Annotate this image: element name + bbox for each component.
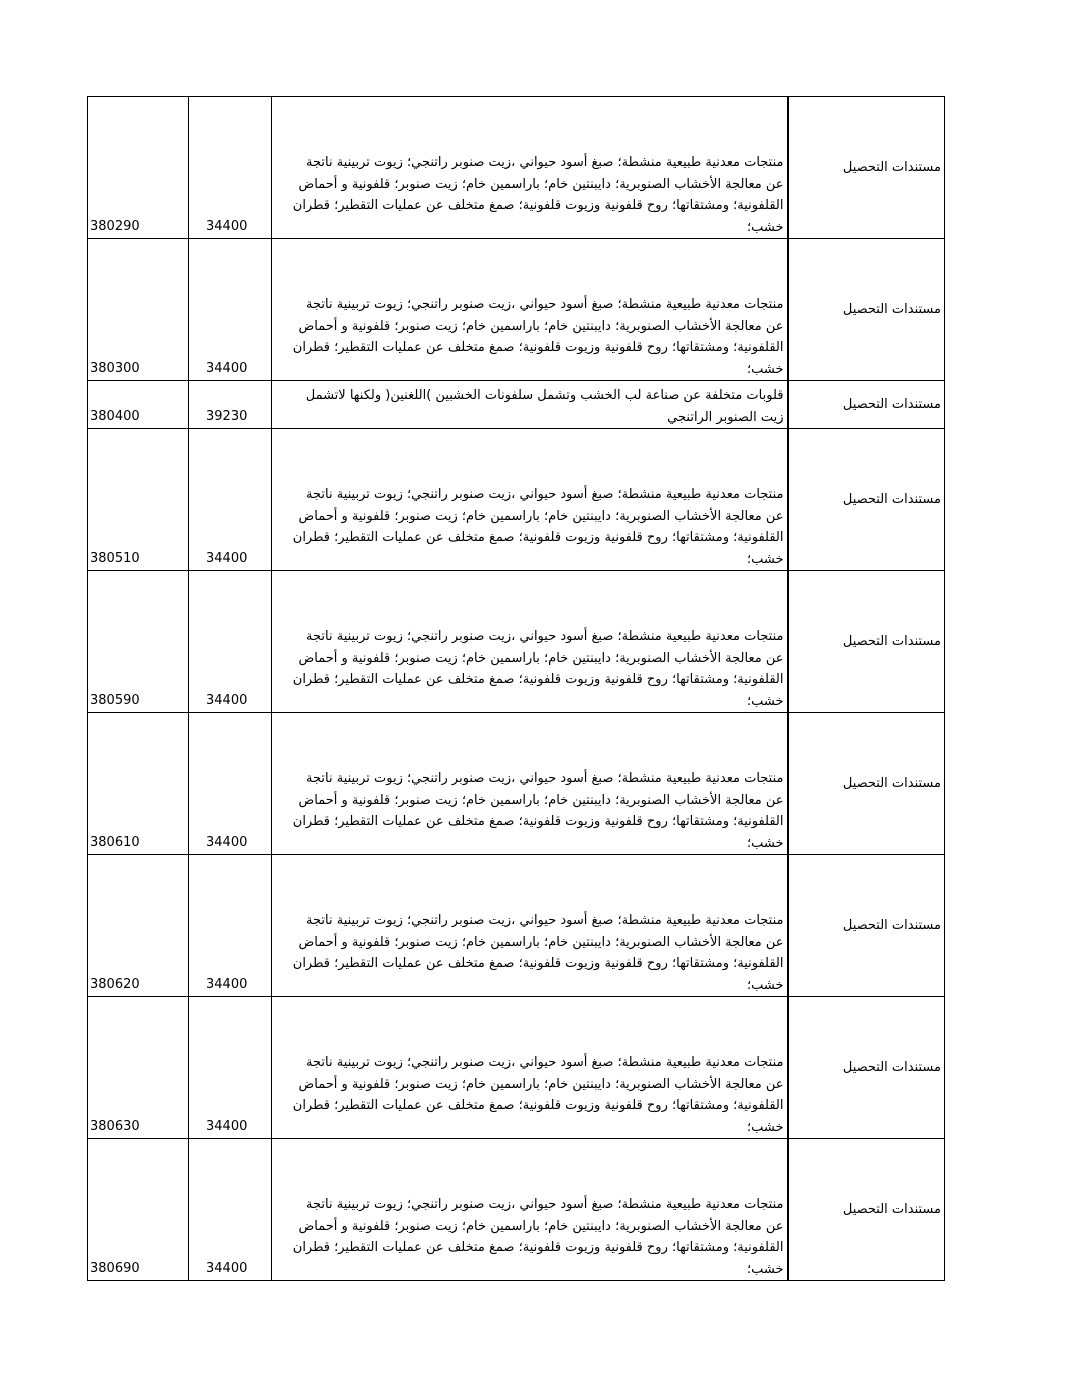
reference-number-cell: 34400 (189, 855, 272, 997)
tariff-table (87, 96, 945, 1281)
reference-number-cell: 39230 (189, 381, 272, 429)
hs-code-cell: 380590 (88, 571, 189, 713)
description-cell: منتجات معدنية طبيعية منشطة؛ صبغ أسود حيواني ،زيت صنوبر راتنجي؛ زيوت تربينية ناتجة عن معالجة الأخشاب الصنوبرية؛ دايبنتين خام؛ باراسمين خام؛ زيت صنوبر؛ قلفونية و أحماض القلفونية؛ ومشتقاتها؛ روح قلفونية وزيوت قلفونية؛ صمغ متخلف عن عمليات التقطير؛ قطران خشب؛ (272, 855, 788, 997)
category-cell: مستندات التحصيل (788, 713, 945, 855)
reference-number-cell: 34400 (189, 429, 272, 571)
hs-code-cell: 380610 (88, 713, 189, 855)
category-cell: مستندات التحصيل (788, 571, 945, 713)
description-cell: قلوبات متخلفة عن صناعة لب الخشب وتشمل سلفونات الخشبين )اللغنين( ولكنها لاتشمل زيت الصنوبر الراتنجي (272, 381, 788, 429)
category-cell: مستندات التحصيل (788, 97, 945, 239)
category-cell: مستندات التحصيل (788, 997, 945, 1139)
hs-code-cell: 380400 (88, 381, 189, 429)
table-row (88, 571, 945, 713)
description-cell: منتجات معدنية طبيعية منشطة؛ صبغ أسود حيواني ،زيت صنوبر راتنجي؛ زيوت تربينية ناتجة عن معالجة الأخشاب الصنوبرية؛ دايبنتين خام؛ باراسمين خام؛ زيت صنوبر؛ قلفونية و أحماض القلفونية؛ ومشتقاتها؛ روح قلفونية وزيوت قلفونية؛ صمغ متخلف عن عمليات التقطير؛ قطران خشب؛ (272, 239, 788, 381)
category-cell: مستندات التحصيل (788, 429, 945, 571)
table-row (88, 997, 945, 1139)
hs-code-cell: 380290 (88, 97, 189, 239)
description-cell: منتجات معدنية طبيعية منشطة؛ صبغ أسود حيواني ،زيت صنوبر راتنجي؛ زيوت تربينية ناتجة عن معالجة الأخشاب الصنوبرية؛ دايبنتين خام؛ باراسمين خام؛ زيت صنوبر؛ قلفونية و أحماض القلفونية؛ ومشتقاتها؛ روح قلفونية وزيوت قلفونية؛ صمغ متخلف عن عمليات التقطير؛ قطران خشب؛ (272, 997, 788, 1139)
reference-number-cell: 34400 (189, 239, 272, 381)
table-row (88, 381, 945, 429)
reference-number-cell: 34400 (189, 571, 272, 713)
reference-number-cell: 34400 (189, 997, 272, 1139)
table-row (88, 97, 945, 239)
category-cell: مستندات التحصيل (788, 1139, 945, 1281)
table-row (88, 1139, 945, 1281)
table-row (88, 239, 945, 381)
category-cell: مستندات التحصيل (788, 381, 945, 429)
description-cell: منتجات معدنية طبيعية منشطة؛ صبغ أسود حيواني ،زيت صنوبر راتنجي؛ زيوت تربينية ناتجة عن معالجة الأخشاب الصنوبرية؛ دايبنتين خام؛ باراسمين خام؛ زيت صنوبر؛ قلفونية و أحماض القلفونية؛ ومشتقاتها؛ روح قلفونية وزيوت قلفونية؛ صمغ متخلف عن عمليات التقطير؛ قطران خشب؛ (272, 1139, 788, 1281)
table-row (88, 855, 945, 997)
description-cell: منتجات معدنية طبيعية منشطة؛ صبغ أسود حيواني ،زيت صنوبر راتنجي؛ زيوت تربينية ناتجة عن معالجة الأخشاب الصنوبرية؛ دايبنتين خام؛ باراسمين خام؛ زيت صنوبر؛ قلفونية و أحماض القلفونية؛ ومشتقاتها؛ روح قلفونية وزيوت قلفونية؛ صمغ متخلف عن عمليات التقطير؛ قطران خشب؛ (272, 571, 788, 713)
reference-number-cell: 34400 (189, 97, 272, 239)
table-row (88, 429, 945, 571)
reference-number-cell: 34400 (189, 713, 272, 855)
reference-number-cell: 34400 (189, 1139, 272, 1281)
description-cell: منتجات معدنية طبيعية منشطة؛ صبغ أسود حيواني ،زيت صنوبر راتنجي؛ زيوت تربينية ناتجة عن معالجة الأخشاب الصنوبرية؛ دايبنتين خام؛ باراسمين خام؛ زيت صنوبر؛ قلفونية و أحماض القلفونية؛ ومشتقاتها؛ روح قلفونية وزيوت قلفونية؛ صمغ متخلف عن عمليات التقطير؛ قطران خشب؛ (272, 97, 788, 239)
hs-code-cell: 380690 (88, 1139, 189, 1281)
hs-code-cell: 380620 (88, 855, 189, 997)
hs-code-cell: 380630 (88, 997, 189, 1139)
table-row (88, 713, 945, 855)
category-cell: مستندات التحصيل (788, 239, 945, 381)
description-cell: منتجات معدنية طبيعية منشطة؛ صبغ أسود حيواني ،زيت صنوبر راتنجي؛ زيوت تربينية ناتجة عن معالجة الأخشاب الصنوبرية؛ دايبنتين خام؛ باراسمين خام؛ زيت صنوبر؛ قلفونية و أحماض القلفونية؛ ومشتقاتها؛ روح قلفونية وزيوت قلفونية؛ صمغ متخلف عن عمليات التقطير؛ قطران خشب؛ (272, 713, 788, 855)
hs-code-cell: 380300 (88, 239, 189, 381)
category-cell: مستندات التحصيل (788, 855, 945, 997)
description-cell: منتجات معدنية طبيعية منشطة؛ صبغ أسود حيواني ،زيت صنوبر راتنجي؛ زيوت تربينية ناتجة عن معالجة الأخشاب الصنوبرية؛ دايبنتين خام؛ باراسمين خام؛ زيت صنوبر؛ قلفونية و أحماض القلفونية؛ ومشتقاتها؛ روح قلفونية وزيوت قلفونية؛ صمغ متخلف عن عمليات التقطير؛ قطران خشب؛ (272, 429, 788, 571)
hs-code-cell: 380510 (88, 429, 189, 571)
